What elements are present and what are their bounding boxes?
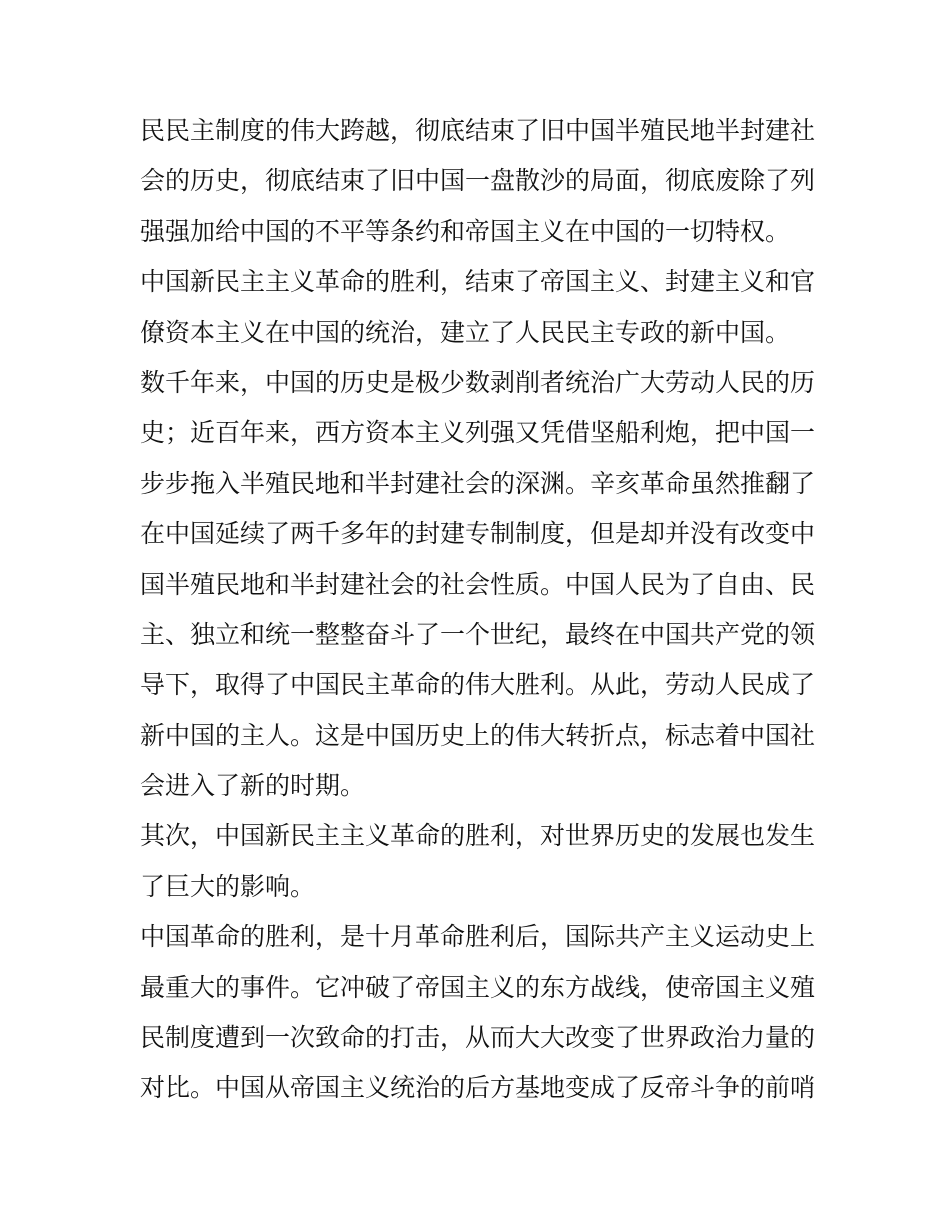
text-line: 在中国延续了两千多年的封建专制制度，但是却并没有改变中 [140,519,816,549]
text-line: 民民主制度的伟大跨越，彻底结束了旧中国半殖民地半封建社 [140,116,816,145]
text-line: 史；近百年来，西方资本主义列强又凭借坚船利炮，把中国一 [140,418,816,448]
text-line: 最重大的事件。它冲破了帝国主义的东方战线，使帝国主义殖 [140,972,816,1002]
text-line: 僚资本主义在中国的统治，建立了人民民主专政的新中国。 [140,317,791,347]
text-line: 步步拖入半殖民地和半封建社会的深渊。辛亥革命虽然推翻了 [140,468,816,498]
text-line: 对比。中国从帝国主义统治的后方基地变成了反帝斗争的前哨 [140,1073,816,1103]
body-text [140,106,820,1114]
text-line: 新中国的主人。这是中国历史上的伟大转折点，标志着中国社 [140,720,816,750]
text-line: 强强加给中国的不平等条约和帝国主义在中国的一切特权。 [140,216,791,246]
text-line: 国半殖民地和半封建社会的社会性质。中国人民为了自由、民 [140,569,816,599]
text-line: 主、独立和统一整整奋斗了一个世纪，最终在中国共产党的领 [140,619,816,649]
text-line: 导下，取得了中国民主革命的伟大胜利。从此，劳动人民成了 [140,670,816,700]
text-line: 民制度遭到一次致命的打击，从而大大改变了世界政治力量的 [140,1023,816,1053]
text-line: 其次，中国新民主主义革命的胜利，对世界历史的发展也发生 [140,821,816,851]
text-line: 了巨大的影响。 [140,871,316,901]
text-line: 数千年来，中国的历史是极少数剥削者统治广大劳动人民的历 [140,367,816,397]
text-line: 中国新民主主义革命的胜利，结束了帝国主义、封建主义和官 [140,267,816,297]
text-line: 会的历史，彻底结束了旧中国一盘散沙的局面，彻底废除了列 [140,166,816,196]
text-line: 会进入了新的时期。 [140,771,366,801]
text-line: 中国革命的胜利，是十月革命胜利后，国际共产主义运动史上 [140,922,816,952]
